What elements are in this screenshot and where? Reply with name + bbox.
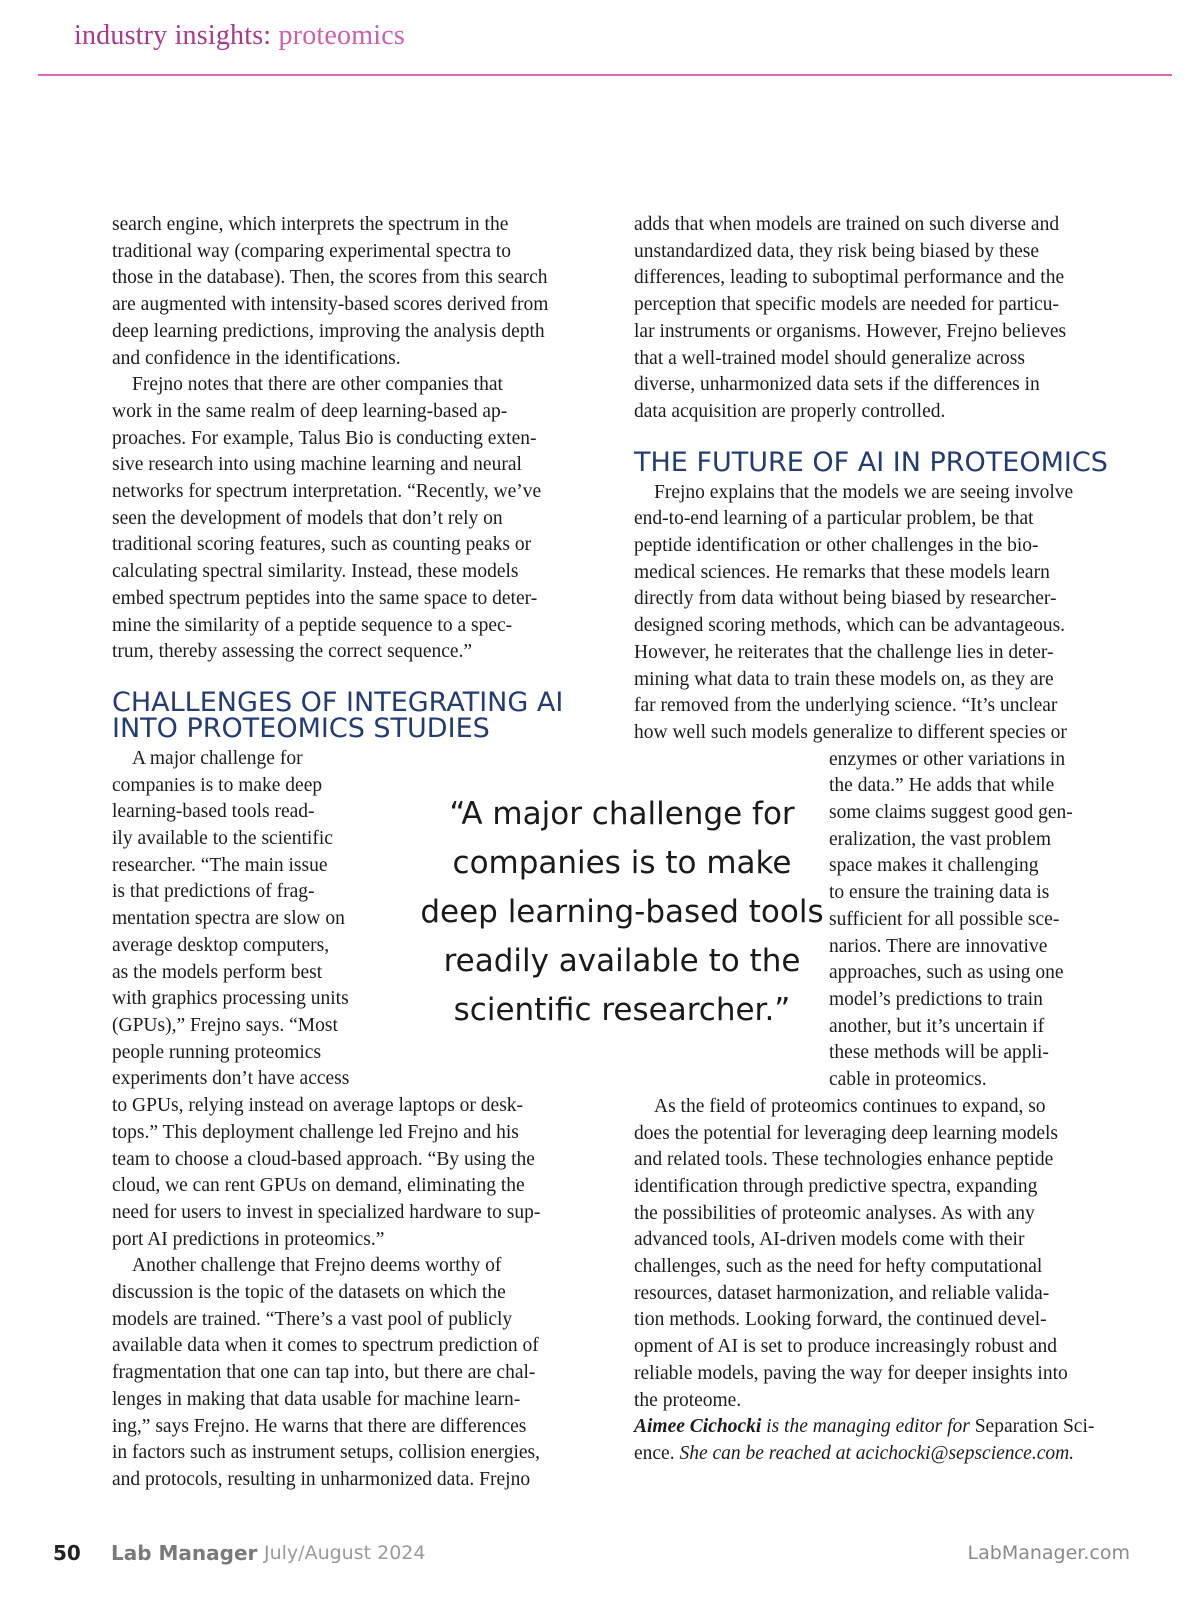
text-line: is that predictions of frag- (112, 881, 315, 903)
author-byline (634, 1414, 1134, 1467)
text-line: ily available to the scientific (112, 828, 333, 850)
section-heading-future: THE FUTURE OF AI IN PROTEOMICS (634, 446, 1108, 478)
text-line: port AI predictions in proteomics.” (112, 1228, 385, 1250)
text-line: medical sciences. He remarks that these models learn (634, 561, 1050, 583)
text-line: (GPUs),” Frejno says. “Most (112, 1014, 338, 1036)
text-line: data acquisition are properly controlled. (634, 400, 946, 422)
right-column (634, 212, 1134, 1468)
left-paragraph-1 (112, 212, 602, 372)
text-line: adds that when models are trained on such diverse and (634, 214, 1060, 235)
text-line: some claims suggest good gen- (829, 802, 1073, 824)
text-line: Frejno notes that there are other companies that (132, 374, 503, 396)
text-line: fragmentation that one can tap into, but there are chal- (112, 1362, 536, 1384)
text-line: these methods will be appli- (829, 1042, 1049, 1064)
text-line: readily available to the (443, 943, 801, 979)
text-line: lar instruments or organisms. However, Frejno believes (634, 320, 1067, 342)
text-line: seen the development of models that don’t rely on (112, 507, 503, 529)
text-line: challenges, such as the need for hefty computational (634, 1256, 1043, 1278)
right-paragraph-3 (634, 1094, 1134, 1414)
left-paragraph-2 (112, 372, 602, 666)
text-line: designed scoring methods, which can be advantageous. (634, 615, 1066, 637)
text-line: model’s predictions to train (829, 988, 1043, 1010)
text-line: that a well-trained model should generalize across (634, 347, 1025, 369)
right-paragraph-2 (634, 480, 1134, 1094)
right-paragraph-1 (634, 212, 1134, 426)
text-line: learning-based tools read- (112, 801, 315, 823)
text-line: advanced tools, AI-driven models come with their (634, 1229, 1025, 1251)
text-line: discussion is the topic of the datasets on which the (112, 1282, 506, 1304)
text-line: networks for spectrum interpretation. “Recently, we’ve (112, 481, 542, 503)
author-name: Aimee Cichocki (634, 1416, 762, 1438)
byline-contact: She can be reached at acichocki@sepscience.com. (674, 1442, 1075, 1464)
text-line: models are trained. “There’s a vast pool of publicly (112, 1308, 513, 1330)
text-line: sufficient for all possible sce- (829, 908, 1060, 930)
text-line: are augmented with intensity-based scores derived from (112, 294, 549, 316)
text-line: unstandardized data, they risk being biased by these (634, 240, 1040, 262)
byline-publication-cont: ence. (634, 1442, 675, 1464)
text-line: search engine, which interprets the spectrum in the (112, 214, 509, 235)
text-line: opment of AI is set to produce increasingly robust and (634, 1336, 1057, 1358)
text-line: embed spectrum peptides into the same space to deter- (112, 587, 538, 609)
left-paragraph-4 (112, 1253, 602, 1493)
text-line: mine the similarity of a peptide sequence to a spec- (112, 614, 513, 636)
text-line: eralization, the vast problem (829, 828, 1052, 850)
text-line: work in the same realm of deep learning-based ap- (112, 400, 508, 422)
text-line: “A major challenge for (449, 796, 795, 832)
text-line: and protocols, resulting in unharmonized data. Frejno (112, 1468, 531, 1490)
text-line: cable in proteomics. (829, 1069, 987, 1091)
text-line: as the models perform best (112, 961, 323, 983)
publication-name: Lab Manager (111, 1541, 258, 1565)
text-line: traditional scoring features, such as counting peaks or (112, 534, 532, 556)
text-line: to GPUs, relying instead on average laptops or desk- (112, 1095, 524, 1117)
text-line: with graphics processing units (112, 988, 349, 1010)
text-line: INTO PROTEOMICS STUDIES (112, 712, 490, 744)
text-line: need for users to invest in specialized hardware to sup- (112, 1201, 541, 1223)
text-line: enzymes or other variations in (829, 748, 1066, 770)
text-line: trum, thereby assessing the correct sequence.” (112, 641, 473, 663)
text-line: resources, dataset harmonization, and reliable valida- (634, 1282, 1050, 1304)
website-link[interactable]: LabManager.com (967, 1542, 1130, 1564)
text-line: the possibilities of proteomic analyses. As with any (634, 1202, 1035, 1224)
text-line: sive research into using machine learning and neural (112, 454, 522, 476)
text-line: approaches, such as using one (829, 962, 1064, 984)
text-line: directly from data without being biased by researcher- (634, 588, 1057, 610)
text-line: scientific researcher.” (453, 992, 791, 1028)
section-label: industry insights: (74, 20, 272, 51)
text-line: deep learning predictions, improving the analysis depth (112, 320, 545, 342)
text-line: identification through predictive spectra, expanding (634, 1175, 1038, 1197)
text-line: to ensure the training data is (829, 882, 1050, 904)
text-line: A major challenge for (132, 747, 303, 769)
text-line: lenges in making that data usable for machine learn- (112, 1388, 521, 1410)
header-divider (38, 74, 1172, 76)
text-line: those in the database). Then, the scores from this search (112, 267, 548, 289)
section-topic: proteomics (278, 20, 405, 51)
text-line: cloud, we can rent GPUs on demand, eliminating the (112, 1175, 525, 1197)
text-line: Frejno explains that the models we are seeing involve (654, 481, 1074, 503)
text-line: experiments don’t have access (112, 1068, 350, 1090)
text-line: tion methods. Looking forward, the continued devel- (634, 1309, 1047, 1331)
text-line: in factors such as instrument setups, collision energies, (112, 1442, 541, 1464)
text-line: people running proteomics (112, 1041, 322, 1063)
text-line: researcher. “The main issue (112, 854, 328, 876)
text-line: end-to-end learning of a particular problem, be that (634, 508, 1034, 530)
text-line: mining what data to train these models on, as they are (634, 668, 1054, 690)
text-line: proaches. For example, Talus Bio is conducting exten- (112, 427, 537, 449)
text-line: ing,” says Frejno. He warns that there are differences (112, 1415, 527, 1437)
page-number: 50 (53, 1541, 81, 1565)
text-line: another, but it’s uncertain if (829, 1015, 1045, 1037)
text-line: perception that specific models are needed for particu- (634, 294, 1060, 316)
text-line: the data.” He adds that while (829, 775, 1055, 797)
text-line: how well such models generalize to different species or (634, 721, 1067, 743)
text-line: and related tools. These technologies enhance peptide (634, 1149, 1054, 1171)
text-line: tops.” This deployment challenge led Frejno and his (112, 1121, 519, 1143)
text-line: mentation spectra are slow on (112, 908, 345, 930)
text-line: space makes it challenging (829, 855, 1039, 877)
text-line: diverse, unharmonized data sets if the differences in (634, 374, 1040, 396)
text-line: companies is to make deep (112, 774, 323, 796)
text-line: average desktop computers, (112, 934, 330, 956)
page-footer (0, 1541, 1200, 1571)
issue-date: July/August 2024 (264, 1542, 426, 1564)
text-line: peptide identification or other challenges in the bio- (634, 535, 1039, 557)
text-line: deep learning-based tools (420, 894, 824, 930)
text-line: companies is to make (452, 845, 792, 881)
text-line: reliable models, paving the way for deeper insights into (634, 1362, 1068, 1384)
text-line: team to choose a cloud-based approach. “By using the (112, 1148, 535, 1170)
text-line: does the potential for leveraging deep learning models (634, 1122, 1058, 1144)
text-line: differences, leading to suboptimal performance and the (634, 267, 1065, 289)
text-line: calculating spectral similarity. Instead, these models (112, 561, 519, 583)
section-header (74, 20, 405, 52)
text-line: CHALLENGES OF INTEGRATING AI (112, 686, 564, 718)
text-line: the proteome. (634, 1389, 742, 1411)
section-heading-challenges (112, 686, 602, 744)
text-line: Another challenge that Frejno deems worthy of (132, 1255, 502, 1277)
text-line: traditional way (comparing experimental spectra to (112, 240, 512, 262)
text-line: and confidence in the identifications. (112, 347, 401, 369)
text-line: However, he reiterates that the challenge lies in deter- (634, 641, 1054, 663)
byline-role: is the managing editor for (761, 1416, 975, 1438)
text-line: As the field of proteomics continues to expand, so (654, 1095, 1046, 1117)
text-line: far removed from the underlying science. “It’s unclear (634, 695, 1058, 717)
text-line: narios. There are innovative (829, 935, 1048, 957)
text-line: available data when it comes to spectrum prediction of (112, 1335, 539, 1357)
byline-publication: Separation Sci- (974, 1416, 1095, 1438)
